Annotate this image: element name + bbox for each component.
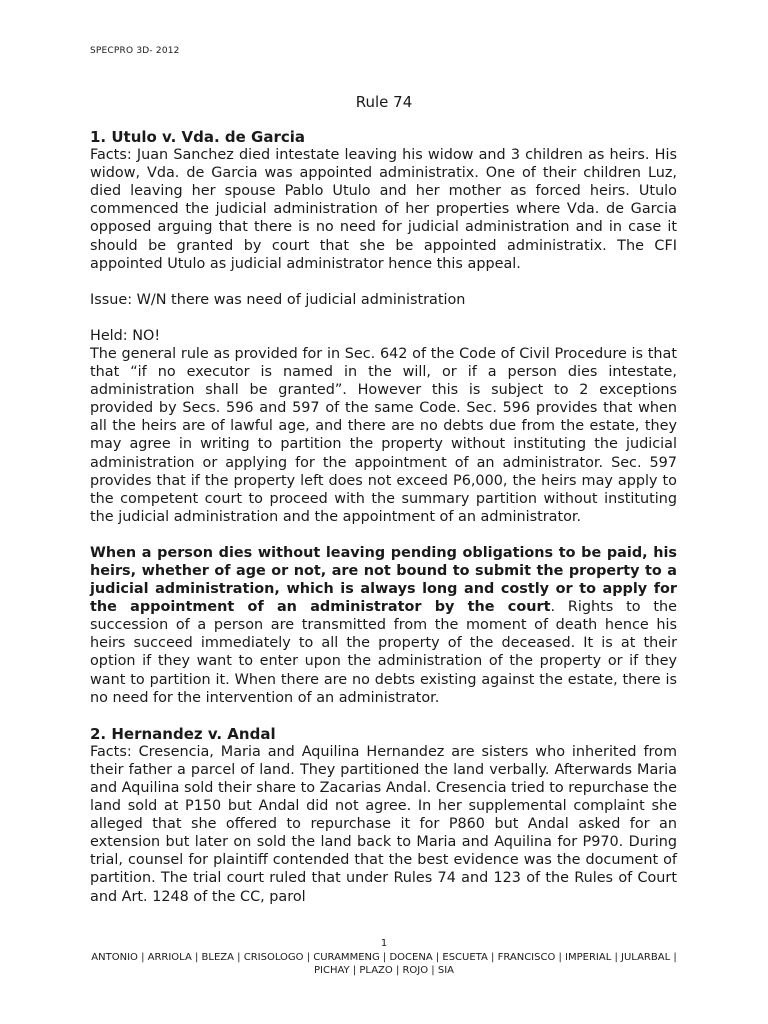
ruling-rest-text: . Rights to the succession of a person are transmitted from the moment of death hence his heirs succeed immediately to all the property of the deceased. It is at their option if they want to enter upon the administration of the property or if they want to partition it. When there are no debts existing against the estate, there is no need for the intervention of an administrator. — [90, 599, 677, 706]
paragraph-spacer — [90, 273, 677, 291]
page-title: Rule 74 — [355, 93, 413, 111]
case-facts: Facts: Juan Sanchez died intestate leaving his widow and 3 children as heirs. His widow, Vda. de Garcia was appointed administratix. One of their children Luz, died leaving her spouse Pablo Utulo and her mother as forced heirs. Utulo commenced the judicial administration of her properties where Vda. de Garcia opposed arguing that there is no need for judicial administration and in case it should be granted by court that she be appointed administratix. The CFI appointed Utulo as judicial administrator hence this appeal. — [90, 147, 677, 272]
paragraph-spacer — [90, 309, 677, 327]
footer-names: ANTONIO | ARRIOLA | BLEZA | CRISOLOGO | CURAMMENG | DOCENA | ESCUETA | FRANCISCO | IMPERIAL | JULARBAL | PICHAY | PLAZO | ROJO | SIA — [91, 952, 677, 976]
held-label: Held: NO! — [90, 327, 161, 344]
case-heading: 1. Utulo v. Vda. de Garcia — [90, 128, 306, 146]
page-footer — [80, 937, 688, 977]
case-issue: Issue: W/N there was need of judicial administration — [90, 291, 466, 308]
header-tag: SPECPRO 3D- 2012 — [90, 46, 180, 56]
case-heading: 2. Hernandez v. Andal — [90, 724, 276, 743]
document-body — [90, 128, 677, 906]
page-number: 1 — [380, 938, 388, 949]
paragraph-spacer — [90, 526, 677, 544]
ruling-bold-text: When a person dies without leaving pending obligations to be paid, his heirs, whether of age or not, are not bound to submit the property to a judicial administration, which is always long and costly or to apply for the appointment of an administrator by the court — [90, 544, 677, 616]
held-text: The general rule as provided for in Sec. 642 of the Code of Civil Procedure is that that “if no executor is named in the will, or if a person dies intestate, administration shall be granted”. However this is subject to 2 exceptions provided by Secs. 596 and 597 of the same Code. Sec. 596 provides that when all the heirs are of lawful age, and there are no debts due from the estate, they may agree in writing to partition the property without instituting the judicial administration or applying for the appointment of an administrator. Sec. 597 provides that if the property left does not exceed P6,000, the heirs may apply to the competent court to proceed with the summary partition without instituting the judicial administration and the appointment of an administrator. — [90, 345, 677, 525]
case-facts: Facts: Cresencia, Maria and Aquilina Hernandez are sisters who inherited from their father a parcel of land. They partitioned the land verbally. Afterwards Maria and Aquilina sold their share to Zacarias Andal. Cresencia tried to repurchase the land sold at P150 but Andal did not agree. In her supplemental complaint she alleged that she offered to repurchase it for P860 but Andal asked for an extension but later on sold the land back to Maria and Aquilina for P970. During trial, counsel for plaintiff contended that the best evidence was the document of partition. The trial court ruled that under Rules 74 and 123 of the Rules of Court and Art. 1248 of the CC, parol — [90, 743, 678, 905]
paragraph-spacer — [90, 707, 677, 725]
ruling-paragraph — [90, 544, 677, 707]
